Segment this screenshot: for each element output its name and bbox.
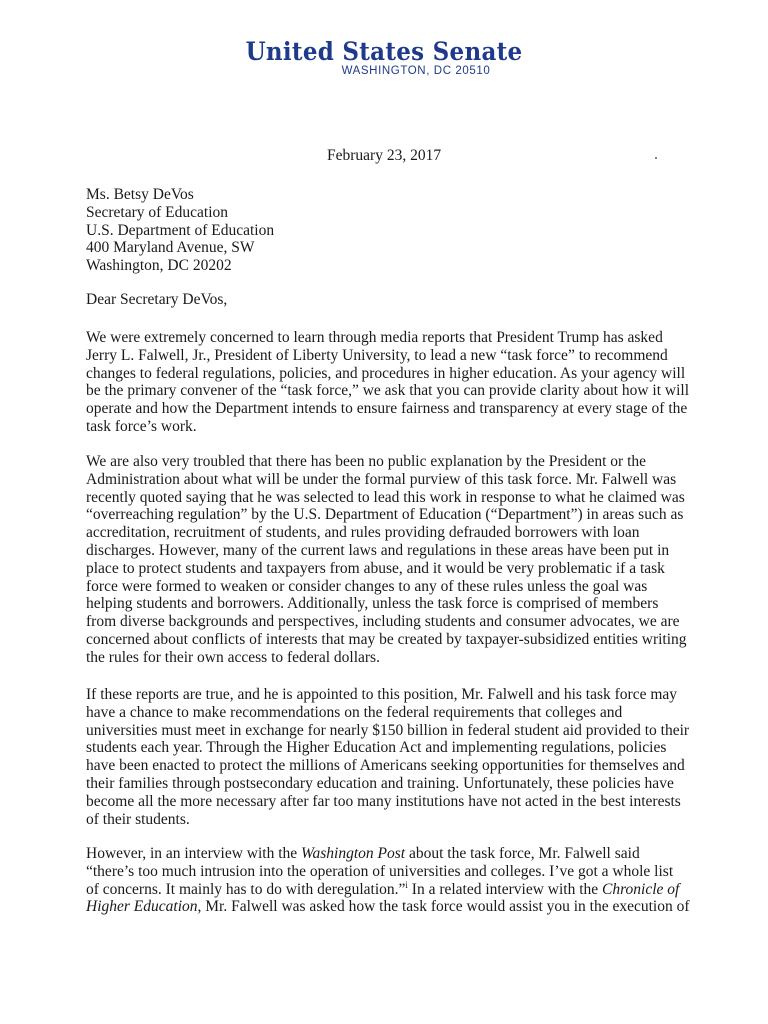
letterhead-title: United States Senate	[245, 37, 523, 66]
text-line: If these reports are true, and he is appointed to this position, Mr. Falwell and his task force may	[86, 686, 678, 703]
publication-name: Chronicle of	[602, 880, 680, 898]
recipient-line: Secretary of Education	[86, 203, 229, 221]
text-line: changes to federal regulations, policies, and procedures in higher education. As your agency will	[86, 364, 686, 382]
text-line: the rules for their own access to federal dollars.	[86, 648, 380, 666]
text-line: Jerry L. Falwell, Jr., President of Liberty University, to lead a new “task force” to recommend	[86, 346, 668, 364]
text-line: “there’s too much intrusion into the operation of universities and colleges. I’ve got a whole list	[86, 862, 674, 880]
text-line: their families through postsecondary education and training. Unfortunately, these policies have	[86, 774, 674, 792]
text-line: concerned about conflicts of interests that may be created by taxpayer-subsidized entities writing	[86, 630, 687, 648]
salutation: Dear Secretary DeVos,	[86, 291, 228, 308]
text-line: “overreaching regulation” by the U.S. Department of Education (“Department”) in areas such as	[86, 506, 684, 524]
text-line: accreditation, recruitment of students, and rules providing defrauded borrowers with loan	[86, 524, 640, 542]
letterhead	[0, 38, 768, 77]
paragraph-1	[86, 329, 692, 436]
recipient-line: U.S. Department of Education	[86, 221, 275, 239]
text-line: operate and how the Department intends to ensure fairness and transparency at every stage of the	[86, 400, 688, 418]
text-run: However, in an interview with the	[86, 845, 302, 862]
text-run: of concerns. It mainly has to do with deregulation.”	[86, 880, 406, 898]
text-line	[86, 898, 692, 916]
text-line: We are also very troubled that there has been no public explanation by the President or the	[86, 453, 647, 470]
text-line: of their students.	[86, 810, 190, 828]
recipient-line: Ms. Betsy DeVos	[86, 186, 194, 203]
paragraph-4	[86, 845, 692, 916]
recipient-address	[86, 186, 274, 275]
text-line: have been enacted to protect the millions of Americans seeking opportunities for themselves and	[86, 757, 685, 775]
publication-name: Higher Education	[86, 898, 198, 916]
recipient-line: 400 Maryland Avenue, SW	[86, 239, 255, 257]
text-line: be the primary convener of the “task force,” we ask that you can provide clarity about how it will	[86, 382, 689, 400]
text-run: , Mr. Falwell was asked how the task force would assist you in the execution of	[197, 898, 690, 916]
text-line: from diverse backgrounds and perspectives, including students and consumer advocates, we are	[86, 613, 680, 631]
text-line: recently quoted saying that he was selected to lead this work in response to what he claimed was	[86, 488, 685, 506]
text-line	[86, 845, 692, 863]
letterhead-address: WASHINGTON, DC 20510	[341, 65, 491, 77]
speck-mark	[655, 157, 657, 159]
text-line: task force’s work.	[86, 417, 197, 435]
text-run: In a related interview with the	[407, 880, 603, 898]
text-line: students each year. Through the Higher Education Act and implementing regulations, policies	[86, 739, 667, 757]
text-line: discharges. However, many of the current laws and regulations in these areas have been put in	[86, 541, 670, 559]
text-line: place to protect students and taxpayers from abuse, and it would be very problematic if a task	[86, 559, 665, 577]
text-line: universities must meet in exchange for nearly $150 billion in federal student aid provided to their	[86, 721, 690, 739]
letter-date: February 23, 2017	[327, 147, 442, 164]
publication-name: Washington Post	[301, 845, 406, 862]
text-line	[86, 881, 692, 899]
text-line: helping students and borrowers. Additionally, unless the task force is comprised of members	[86, 595, 659, 613]
text-line: force were formed to weaken or consider changes to any of these rules unless the goal was	[86, 577, 648, 595]
text-line: We were extremely concerned to learn through media reports that President Trump has asked	[86, 329, 663, 346]
paragraph-2	[86, 453, 692, 667]
text-line: have a chance to make recommendations on the federal requirements that colleges and	[86, 703, 623, 721]
text-line: Administration about what will be under the formal purview of this task force. Mr. Falwell was	[86, 470, 677, 488]
text-line: become all the more necessary after far too many institutions have not acted in the best interests	[86, 792, 681, 810]
text-run: about the task force, Mr. Falwell said	[405, 845, 640, 862]
footnote-marker[interactable]: i	[405, 879, 408, 890]
recipient-line: Washington, DC 20202	[86, 257, 232, 275]
paragraph-3	[86, 686, 692, 828]
